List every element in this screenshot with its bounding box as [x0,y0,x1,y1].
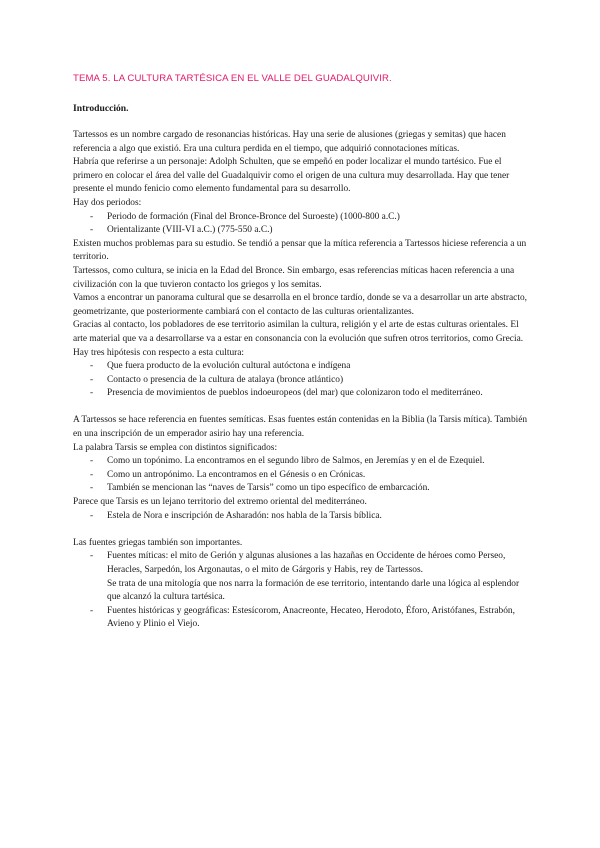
paragraph: Tartessos es un nombre cargado de resonancias históricas. Hay una serie de alusiones (griegas y semitas) que hacen referencia a algo que existió. Era una cultura perdida en el tiempo, que adquirió connotaciones míticas. [73,130,506,154]
paragraph: La palabra Tarsis se emplea con distintos significados: [73,442,278,453]
spacer [73,401,528,415]
list-item: - Como un topónimo. La encontramos en el segundo libro de Salmos, en Jeremías y en el de Ezequiel. [73,455,528,469]
list-item: - Contacto o presencia de la cultura de atalaya (bronce atlántico) [73,374,528,388]
paragraph: Hay dos periodos: [73,197,142,208]
hypotheses-list [73,360,528,401]
paragraph: Vamos a encontrar un panorama cultural que se desarrolla en el bronce tardío, donde se va a desarrollar un arte abstracto, geometrizante, que posteriormente cambiará con el contacto de las culturas orientalizantes. [73,293,527,317]
nora-list [73,510,528,524]
spacer [73,523,528,537]
list-item: - Como un antropónimo. La encontramos en el Génesis o en Crónicas. [73,469,528,483]
list-item: - Que fuera producto de la evolución cultural autóctona e indígena [73,360,528,374]
paragraph: A Tartessos se hace referencia en fuentes semíticas. Esas fuentes están contenidas en la Biblia (la Tarsis mítica). También en una inscripción de un emperador asirio hay una referencia. [73,415,528,440]
paragraph: Habría que referirse a un personaje: Adolph Schulten, que se empeñó en poder localizar el mundo tartésico. Fue el primero en colocar el área del valle del Guadalquivir como el origen de una cultura muy desarrollada. Hay que tener presente el mundo fenicio como elemento fundamental para su desarrollo. [73,157,510,195]
paragraph: Las fuentes griegas también son importantes. [73,537,243,548]
list-item: - Fuentes históricas y geográficas: Estesícorom, Anacreonte, Hecateo, Herodoto, Éforo, Aristófanes, Estrabón, Avieno y Plinio el Viejo. [73,605,528,632]
document-body [73,129,528,632]
paragraph: Hay tres hipótesis con respecto a esta cultura: [73,347,245,358]
periods-list [73,211,528,238]
paragraph: Tartessos, como cultura, se inicia en la Edad del Bronce. Sin embargo, esas referencias míticas hacen referencia a una civilización con la que tuvieron contacto los griegos y los semitas. [73,265,515,290]
list-item: - Presencia de movimientos de pueblos indoeuropeos (del mar) que colonizaron todo el mediterráneo. [73,387,528,401]
tarsis-meanings-list [73,455,528,496]
paragraph: Gracias al contacto, los pobladores de ese territorio asimilan la cultura, religión y el arte de estas culturas orientales. El arte material que va a desarrollarse va a estar en consonancia con la evolución que sufren otros territorios, como Grecia. [73,320,524,344]
list-item: - También se mencionan las “naves de Tarsis” como un tipo específico de embarcación. [73,482,528,496]
list-item: - Estela de Nora e inscripción de Asharadón: nos habla de la Tarsis bíblica. [73,510,528,524]
section-heading: Introducción. [73,103,129,114]
greek-sources-list [73,550,528,632]
paragraph: Existen muchos problemas para su estudio. Se tendió a pensar que la mítica referencia a Tartessos hiciese referencia a un territorio. [73,238,527,263]
list-item: - Orientalizante (VIII-VI a.C.) (775-550 a.C.) [73,224,528,238]
list-item-continuation: Se trata de una mitología que nos narra la formación de ese territorio, intentando darle una lógica al esplendor que alcanzó la cultura tartésica. [107,578,520,603]
document-title: TEMA 5. LA CULTURA TARTÉSICA EN EL VALLE DEL GUADALQUIVIR. [73,73,392,84]
paragraph: Parece que Tarsis es un lejano territorio del extremo oriental del mediterráneo. [73,497,367,508]
list-item: - Fuentes míticas: el mito de Gerión y algunas alusiones a las hazañas en Occidente de héroes como Perseo, Heracles, Sarpedón, los Argonautas, o el mito de Gárgoris y Habis, rey de Tartessos. [73,550,528,577]
list-item: - Periodo de formación (Final del Bronce-Bronce del Suroeste) (1000-800 a.C.) [73,211,528,225]
